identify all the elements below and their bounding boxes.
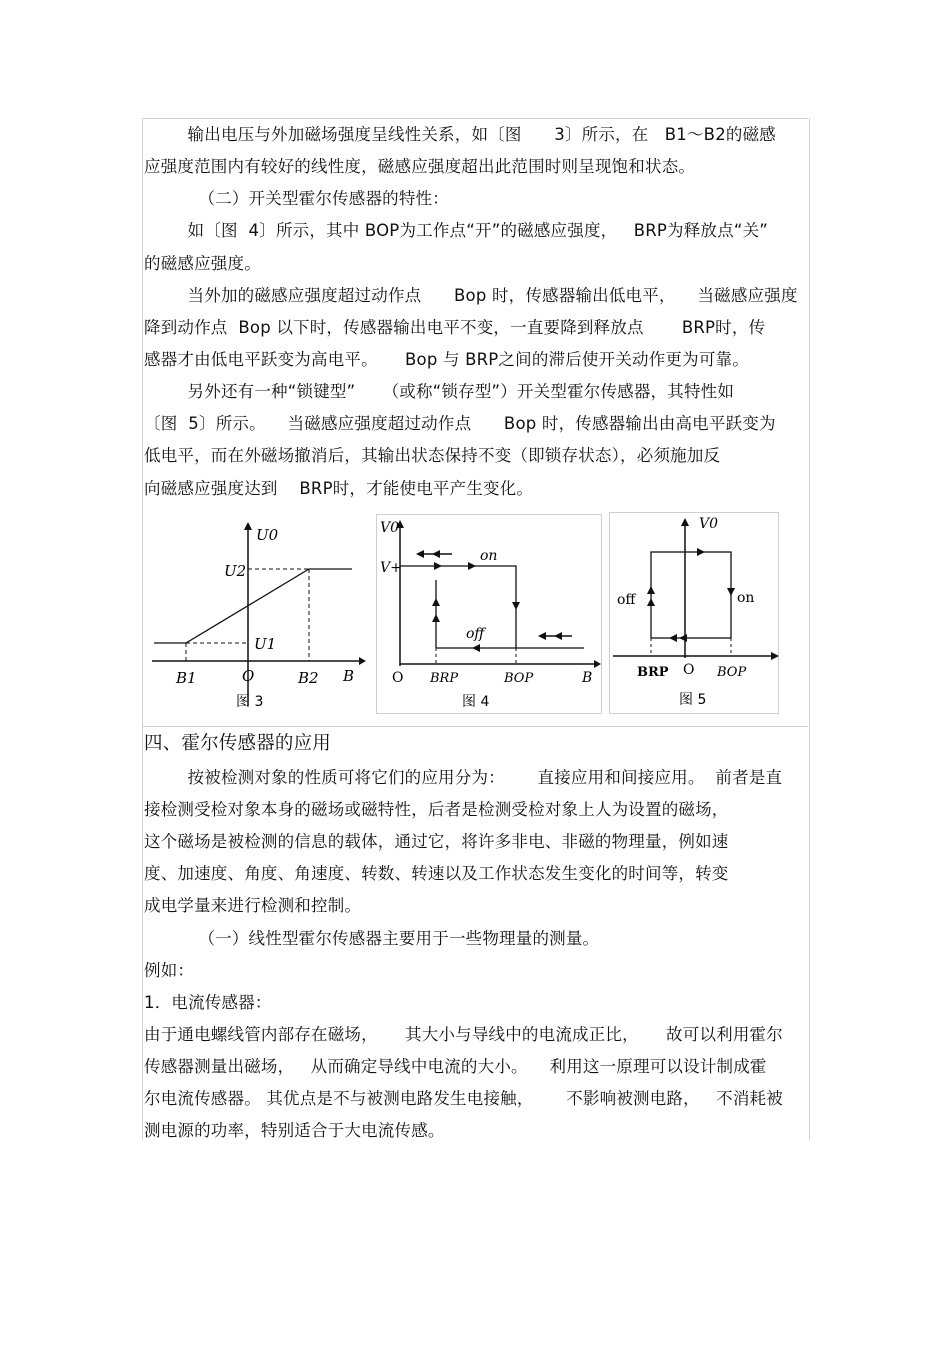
paragraph-line: 由于通电螺线管内部存在磁场， 其大小与导线中的电流成正比， 故可以利用霍尔 <box>144 1025 783 1044</box>
b-label: B <box>582 670 593 686</box>
origin-label: O <box>683 662 695 678</box>
origin-label: O <box>392 670 404 686</box>
y-axis-arrow <box>681 518 689 526</box>
paragraph-line: 测电源的功率，特别适合于大电流传感。 <box>144 1121 445 1140</box>
y-axis-arrow <box>244 522 252 530</box>
figure-3 <box>144 516 366 714</box>
paragraph-line: 当外加的磁感应强度超过动作点 Bop 时，传感器输出低电平， 当磁感应强度 <box>144 286 798 305</box>
vplus-label: V+ <box>380 560 402 576</box>
paragraph-line: 这个磁场是被检测的信息的载体，通过它，将许多非电、非磁的物理量，例如速 <box>144 832 729 851</box>
off-label: off <box>466 626 485 642</box>
paragraph-line: 按被检测对象的性质可将它们的应用分为： 直接应用和间接应用。 前者是直 <box>144 768 783 787</box>
hysteresis-loop <box>651 552 731 638</box>
left-arrow-icon <box>679 634 687 642</box>
figure-caption: 图 5 <box>679 692 707 708</box>
y-label: U0 <box>256 526 279 544</box>
u2-label: U2 <box>224 562 247 580</box>
y-label: V0 <box>699 516 719 532</box>
figure-border <box>610 513 779 714</box>
section-heading: 四、霍尔传感器的应用 <box>144 733 332 754</box>
origin-label: O <box>242 667 255 685</box>
right-arrow-icon <box>697 548 705 556</box>
paragraph-line: 度、加速度、角度、角速度、转数、转速以及工作状态发生变化的时间等，转变 <box>144 864 729 883</box>
figure-5-graph <box>609 512 779 714</box>
figure-caption: 图 3 <box>236 694 264 710</box>
up-arrow-icon <box>432 614 440 622</box>
b-label: B <box>343 667 355 685</box>
bop-label: BOP <box>504 671 534 686</box>
paragraph-line: 成电学量来进行检测和控制。 <box>144 896 362 915</box>
paragraph-line: 传感器测量出磁场， 从而确定导线中电流的大小。 利用这一原理可以设计制成霍 <box>144 1057 767 1076</box>
b1-label: B1 <box>176 669 197 687</box>
brp-label: BRP <box>637 665 669 680</box>
paragraph-line: （一）线性型霍尔传感器主要用于一些物理量的测量。 <box>144 929 600 948</box>
figure-4-graph <box>376 514 602 714</box>
paragraph-line: 低电平，而在外磁场撤消后，其输出状态保持不变（即锁存状态），必须施加反 <box>144 446 721 465</box>
up-arrow-icon <box>432 598 440 606</box>
down-arrow-icon <box>727 588 735 596</box>
frame-top-border <box>142 118 808 119</box>
figure-border <box>377 515 602 714</box>
x-axis-arrow <box>771 652 779 660</box>
bop-label: BOP <box>717 665 747 680</box>
b2-label: B2 <box>298 669 319 687</box>
paragraph-line: 感器才由低电平跃变为高电平。 Bop 与 BRP之间的滞后使开关动作更为可靠。 <box>144 350 749 369</box>
paragraph-line: 如〔图 4〕所示，其中 BOP为工作点“开”的磁感应强度， BRP为释放点“关” <box>144 221 769 240</box>
right-arrow-icon <box>434 562 442 570</box>
paragraph-line: 〔图 5〕所示。 当磁感应强度超过动作点 Bop 时，传感器输出由高电平跃变为 <box>144 414 776 433</box>
paragraph-line: 接检测受检对象本身的磁场或磁特性，后者是检测受检对象上人为设置的磁场， <box>144 800 729 819</box>
paragraph-line: 的磁感应强度。 <box>144 254 261 273</box>
characteristic-curve <box>154 569 352 643</box>
figure-3-graph <box>144 516 366 714</box>
on-label: on <box>480 548 498 564</box>
paragraph-line: 向磁感应强度达到 BRP时，才能使电平产生变化。 <box>144 479 534 498</box>
up-arrow-icon <box>647 598 655 606</box>
paragraph-line: （二）开关型霍尔传感器的特性： <box>144 189 449 208</box>
down-arrow-icon <box>512 602 520 610</box>
up-arrow-icon <box>647 586 655 594</box>
u1-label: U1 <box>254 635 277 653</box>
figure-4 <box>376 514 602 714</box>
left-arrow-icon <box>669 634 677 642</box>
on-label: on <box>737 590 755 606</box>
paragraph-line: 应强度范围内有较好的线性度，磁感应强度超出此范围时则呈现饱和状态。 <box>144 157 696 176</box>
paragraph-line: 例如： <box>144 961 195 980</box>
y-label: V0 <box>380 520 400 536</box>
right-arrow-icon <box>468 562 476 570</box>
x-axis-arrow <box>594 660 601 668</box>
paragraph-line: 另外还有一种“锁键型” （或称“锁存型”）开关型霍尔传感器，其特性如 <box>144 382 735 401</box>
x-axis-arrow <box>359 657 366 665</box>
figure-caption: 图 4 <box>462 694 490 710</box>
paragraph-line: 降到动作点 Bop 以下时，传感器输出电平不变，一直要降到释放点 BRP时，传 <box>144 318 766 337</box>
left-arrow-icon <box>472 644 480 652</box>
paragraph-line: 输出电压与外加磁场强度呈线性关系，如〔图 3〕所示，在 B1～B2的磁感 <box>144 125 776 144</box>
figure-5 <box>609 512 779 714</box>
paragraph-line: 尔电流传感器。 其优点是不与被测电路发生电接触， 不影响被测电路， 不消耗被 <box>144 1089 783 1108</box>
figure-row-divider <box>142 726 808 727</box>
paragraph-line: 1．电流传感器： <box>144 993 272 1012</box>
brp-label: BRP <box>430 671 459 686</box>
off-label: off <box>617 592 636 608</box>
